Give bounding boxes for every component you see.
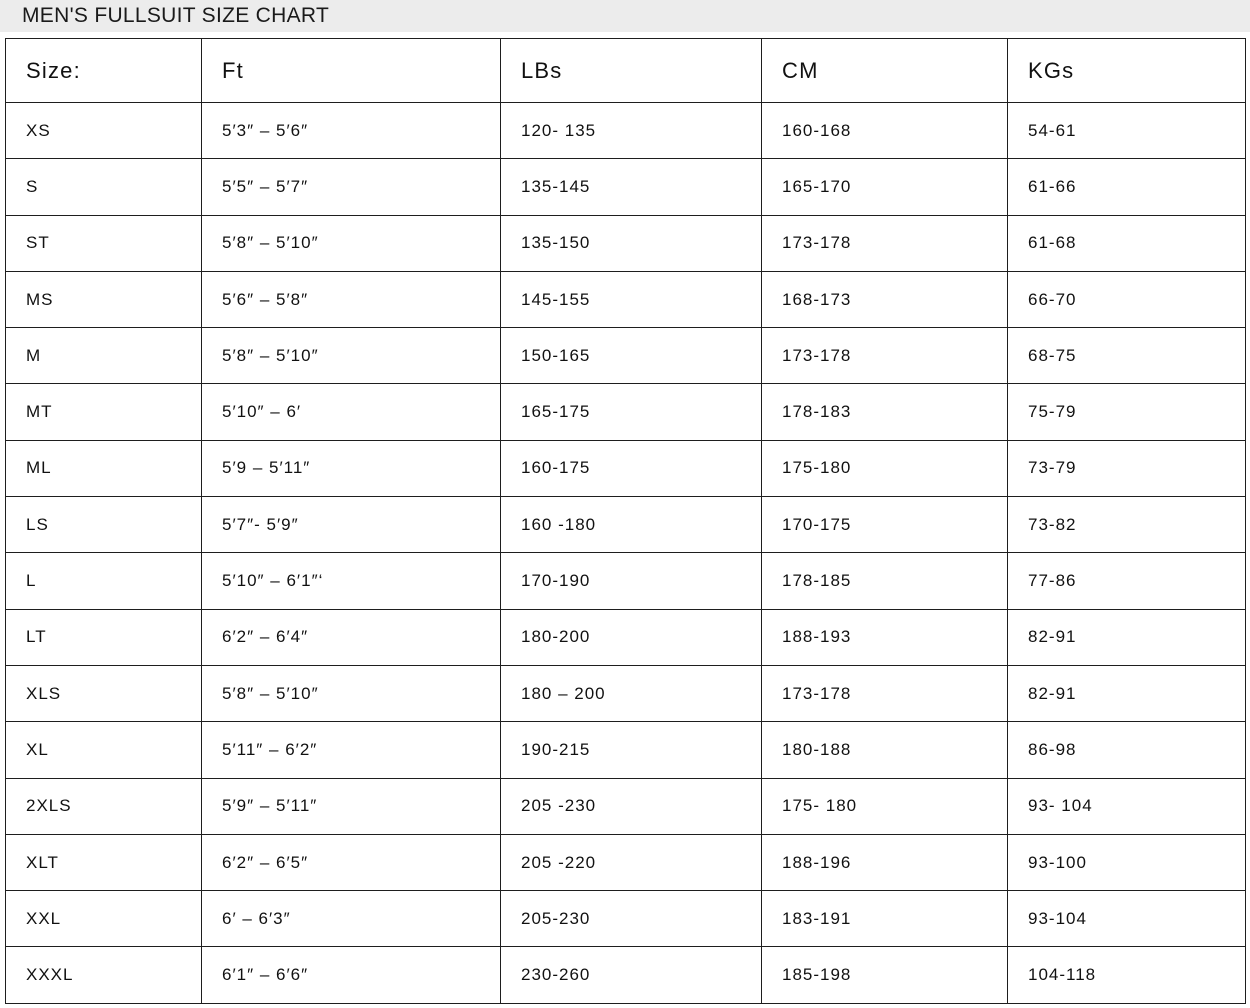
cell-kg: 93- 104 <box>1008 778 1246 834</box>
cell-kg: 75-79 <box>1008 384 1246 440</box>
table-row <box>6 384 1246 440</box>
cell-size: LT <box>6 609 202 665</box>
cell-size: M <box>6 328 202 384</box>
cell-size: XS <box>6 103 202 159</box>
cell-lbs: 180-200 <box>501 609 762 665</box>
header-cm: CM <box>762 39 1008 103</box>
cell-size: S <box>6 159 202 215</box>
cell-ft: 5′7″- 5′9″ <box>202 497 501 553</box>
table-row <box>6 947 1246 1003</box>
table-row <box>6 328 1246 384</box>
cell-kg: 82-91 <box>1008 665 1246 721</box>
cell-lbs: 160-175 <box>501 440 762 496</box>
cell-ft: 6′2″ – 6′5″ <box>202 834 501 890</box>
table-row <box>6 891 1246 947</box>
cell-lbs: 150-165 <box>501 328 762 384</box>
cell-cm: 178-185 <box>762 553 1008 609</box>
cell-lbs: 205-230 <box>501 891 762 947</box>
cell-ft: 6′ – 6′3″ <box>202 891 501 947</box>
table-body <box>6 103 1246 1004</box>
table-row <box>6 553 1246 609</box>
cell-ft: 5′9″ – 5′11″ <box>202 778 501 834</box>
table-row <box>6 778 1246 834</box>
cell-ft: 5′8″ – 5′10″ <box>202 328 501 384</box>
cell-size: XL <box>6 722 202 778</box>
cell-ft: 5′6″ – 5′8″ <box>202 271 501 327</box>
cell-cm: 173-178 <box>762 328 1008 384</box>
cell-cm: 165-170 <box>762 159 1008 215</box>
cell-cm: 180-188 <box>762 722 1008 778</box>
cell-cm: 188-196 <box>762 834 1008 890</box>
cell-lbs: 230-260 <box>501 947 762 1003</box>
cell-kg: 93-100 <box>1008 834 1246 890</box>
cell-kg: 93-104 <box>1008 891 1246 947</box>
cell-lbs: 160 -180 <box>501 497 762 553</box>
cell-lbs: 165-175 <box>501 384 762 440</box>
cell-cm: 173-178 <box>762 665 1008 721</box>
table-row <box>6 271 1246 327</box>
cell-lbs: 205 -230 <box>501 778 762 834</box>
table-row <box>6 103 1246 159</box>
cell-kg: 82-91 <box>1008 609 1246 665</box>
cell-kg: 77-86 <box>1008 553 1246 609</box>
cell-cm: 170-175 <box>762 497 1008 553</box>
cell-size: 2XLS <box>6 778 202 834</box>
cell-kg: 73-82 <box>1008 497 1246 553</box>
cell-cm: 178-183 <box>762 384 1008 440</box>
cell-cm: 188-193 <box>762 609 1008 665</box>
cell-ft: 5′5″ – 5′7″ <box>202 159 501 215</box>
cell-ft: 5′9 – 5′11″ <box>202 440 501 496</box>
cell-ft: 5′10″ – 6′1″‘ <box>202 553 501 609</box>
size-chart-table <box>5 38 1246 1004</box>
cell-lbs: 135-150 <box>501 215 762 271</box>
cell-kg: 104-118 <box>1008 947 1246 1003</box>
cell-ft: 6′1″ – 6′6″ <box>202 947 501 1003</box>
title-bar <box>0 0 1250 32</box>
cell-kg: 61-68 <box>1008 215 1246 271</box>
header-size: Size: <box>6 39 202 103</box>
header-ft: Ft <box>202 39 501 103</box>
cell-ft: 5′3″ – 5′6″ <box>202 103 501 159</box>
cell-kg: 66-70 <box>1008 271 1246 327</box>
table-row <box>6 215 1246 271</box>
cell-size: L <box>6 553 202 609</box>
table-header-row <box>6 39 1246 103</box>
cell-size: MT <box>6 384 202 440</box>
cell-ft: 5′8″ – 5′10″ <box>202 665 501 721</box>
table-row <box>6 665 1246 721</box>
table-row <box>6 497 1246 553</box>
cell-size: ST <box>6 215 202 271</box>
cell-size: ML <box>6 440 202 496</box>
cell-size: XLS <box>6 665 202 721</box>
table-row <box>6 440 1246 496</box>
cell-size: XLT <box>6 834 202 890</box>
cell-kg: 61-66 <box>1008 159 1246 215</box>
cell-kg: 86-98 <box>1008 722 1246 778</box>
cell-cm: 173-178 <box>762 215 1008 271</box>
cell-lbs: 180 – 200 <box>501 665 762 721</box>
table-row <box>6 834 1246 890</box>
cell-lbs: 190-215 <box>501 722 762 778</box>
cell-lbs: 145-155 <box>501 271 762 327</box>
header-lbs: LBs <box>501 39 762 103</box>
cell-cm: 175-180 <box>762 440 1008 496</box>
cell-cm: 175- 180 <box>762 778 1008 834</box>
cell-size: XXXL <box>6 947 202 1003</box>
cell-ft: 5′8″ – 5′10″ <box>202 215 501 271</box>
cell-cm: 185-198 <box>762 947 1008 1003</box>
cell-ft: 5′10″ – 6′ <box>202 384 501 440</box>
cell-ft: 5′11″ – 6′2″ <box>202 722 501 778</box>
cell-lbs: 170-190 <box>501 553 762 609</box>
cell-size: MS <box>6 271 202 327</box>
cell-cm: 160-168 <box>762 103 1008 159</box>
cell-kg: 68-75 <box>1008 328 1246 384</box>
cell-cm: 183-191 <box>762 891 1008 947</box>
table-row <box>6 722 1246 778</box>
page-title: MEN'S FULLSUIT SIZE CHART <box>22 4 330 27</box>
cell-cm: 168-173 <box>762 271 1008 327</box>
cell-lbs: 205 -220 <box>501 834 762 890</box>
header-kg: KGs <box>1008 39 1246 103</box>
cell-lbs: 135-145 <box>501 159 762 215</box>
table-row <box>6 159 1246 215</box>
cell-size: LS <box>6 497 202 553</box>
cell-kg: 54-61 <box>1008 103 1246 159</box>
cell-ft: 6′2″ – 6′4″ <box>202 609 501 665</box>
table-row <box>6 609 1246 665</box>
cell-kg: 73-79 <box>1008 440 1246 496</box>
cell-size: XXL <box>6 891 202 947</box>
cell-lbs: 120- 135 <box>501 103 762 159</box>
